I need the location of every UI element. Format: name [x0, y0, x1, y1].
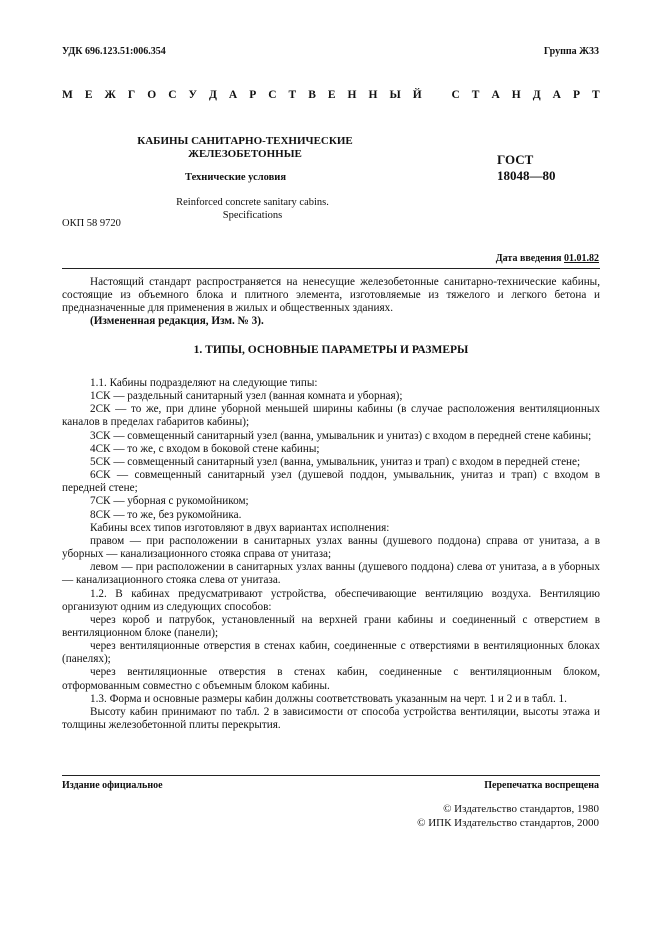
banner-letter: М [62, 89, 73, 101]
udk-code: УДК 696.123.51:006.354 [62, 46, 166, 57]
section-1-paragraph: Кабины всех типов изготовляют в двух вариантах исполнения: [90, 521, 390, 534]
section-1-paragraph: 1.1. Кабины подразделяют на следующие типы: [90, 377, 318, 389]
introduction-date-value: 01.01.82 [564, 253, 599, 264]
section-1-paragraph: через вентиляционные отверстия в стенах кабин, соединенные с отверстиями в вентиляционных блоках (панелях); [62, 640, 600, 666]
section-1-paragraph: 2СК — то же, при длине уборной меньшей ширины кабины (в случае расположения вентиляционных каналов в пределах габаритов кабины); [62, 403, 600, 429]
official-edition-note: Издание официальное [62, 780, 163, 791]
banner-letter: Н [368, 89, 378, 101]
standard-type-banner [62, 89, 600, 101]
section-1-paragraph: 3СК — совмещенный санитарный узел (ванна, умывальник и унитаз) с входом в передней стене кабины; [90, 429, 592, 442]
copyright-line-2: © ИПК Издательство стандартов, 2000 [417, 817, 599, 829]
section-1-paragraph: через вентиляционные отверстия в стенах кабин, соединенные с вентиляционным блоком, отформованным совместно с объемным блоком кабины. [62, 666, 600, 692]
section-1-paragraph: правом — при расположении в санитарных узлах ванны (душевого поддона) справа от унитаза, а в уборных — канализационного стояка справа от унитаза; [62, 534, 600, 561]
banner-letter: Д [208, 89, 217, 101]
intro-paragraph: Настоящий стандарт распространяется на ненесущие железобетонные санитарно-технические кабины, состоящие из объемного блока и плитного элемента, изготовляемые из тяжелого и легкого бетона и предназначенные для применения в жилых и общественных зданиях. [62, 276, 600, 315]
banner-letter: Т [288, 89, 297, 101]
banner-letter: А [552, 89, 561, 101]
header-divider [62, 268, 600, 269]
banner-letter: У [188, 89, 197, 101]
reprint-prohibited-note: Перепечатка воспрещена [484, 780, 599, 791]
title-line-1: КАБИНЫ САНИТАРНО-ТЕХНИЧЕСКИЕ [137, 135, 353, 147]
gost-block [497, 152, 556, 184]
section-1-paragraph: 5СК — совмещенный санитарный узел (ванна, умывальник, унитаз и трап) с входом в передней стене; [90, 455, 581, 468]
english-title-line-1: Reinforced concrete sanitary cabins. [176, 197, 329, 208]
section-1-paragraph: 7СК — уборная с рукомойником; [90, 495, 249, 508]
section-1-paragraph: 1СК — раздельный санитарный узел (ванная комната и уборная); [90, 390, 403, 403]
intro-section [62, 276, 600, 329]
intro-revision-note: (Измененная редакция, Изм. № 3). [90, 315, 264, 328]
banner-letter [434, 89, 440, 101]
footer-divider [62, 775, 600, 776]
banner-letter: Е [84, 89, 93, 101]
banner-letter: Ы [389, 89, 401, 101]
copyright-line-1: © Издательство стандартов, 1980 [443, 803, 599, 815]
banner-letter: С [168, 89, 177, 101]
banner-letter: Р [249, 89, 257, 101]
title-line-2: ЖЕЛЕЗОБЕТОННЫЕ [188, 148, 302, 160]
banner-letter: С [451, 89, 460, 101]
section-1-paragraph: через короб и патрубок, установленный на верхней грани кабины и соединенный с отверстием в вентиляционном блоке (панели); [62, 613, 600, 639]
banner-letter: Е [327, 89, 336, 101]
banner-letter: В [308, 89, 316, 101]
banner-letter: А [491, 89, 500, 101]
english-title [125, 196, 380, 222]
banner-letter: А [228, 89, 238, 101]
gost-label: ГОСТ [497, 152, 534, 167]
section-1-body [62, 377, 600, 732]
section-1-paragraph: 1.2. В кабинах предусматривают устройства, обеспечивающие вентиляцию воздуха. Вентиляцию организуют одним из следующих способов: [62, 587, 600, 613]
banner-letter: О [147, 89, 157, 101]
group-code: Группа Ж33 [543, 46, 599, 57]
banner-letter: Д [532, 89, 541, 101]
section-1-paragraph: 8СК — то же, без рукомойника. [90, 508, 242, 521]
banner-letter: Н [347, 89, 357, 101]
section-1-paragraph: Высоту кабин принимают по табл. 2 в зависимости от способа устройства вентиляции, высоты этажа и толщины железобетонной плиты перекрытия. [62, 705, 600, 732]
english-title-line-2: Specifications [222, 210, 283, 221]
banner-letter: С [268, 89, 277, 101]
document-title [110, 135, 380, 161]
introduction-date-label: Дата введения [495, 253, 562, 264]
section-1-paragraph: 4СК — то же, с входом в боковой стене кабины; [90, 442, 320, 455]
introduction-date [496, 253, 599, 264]
section-1-paragraph: 1.3. Форма и основные размеры кабин должны соответствовать указанным на черт. 1 и 2 и в табл. 1. [90, 692, 567, 705]
copyright-block [417, 802, 599, 830]
section-1-heading: 1. ТИПЫ, ОСНОВНЫЕ ПАРАМЕТРЫ И РАЗМЕРЫ [193, 344, 469, 356]
banner-letter: Ж [104, 89, 116, 101]
section-1-paragraph: 6СК — совмещенный санитарный узел (душевой поддон, умывальник, унитаз и трап) с входом в передней стене; [62, 469, 600, 495]
banner-letter: Й [412, 89, 422, 101]
banner-letter: Т [471, 89, 480, 101]
section-1-paragraph: левом — при расположении в санитарных узлах ванны (душевого поддона) слева от унитаза, а в уборных — канализационного стояка слева от унитаза. [62, 561, 600, 587]
okp-code: ОКП 58 9720 [62, 218, 121, 229]
banner-letter: Т [591, 89, 600, 101]
gost-number: 18048—80 [497, 168, 556, 183]
document-subtitle: Технические условия [185, 172, 287, 183]
banner-letter: Н [511, 89, 521, 101]
banner-letter: Г [127, 89, 136, 101]
banner-letter: Р [572, 89, 580, 101]
